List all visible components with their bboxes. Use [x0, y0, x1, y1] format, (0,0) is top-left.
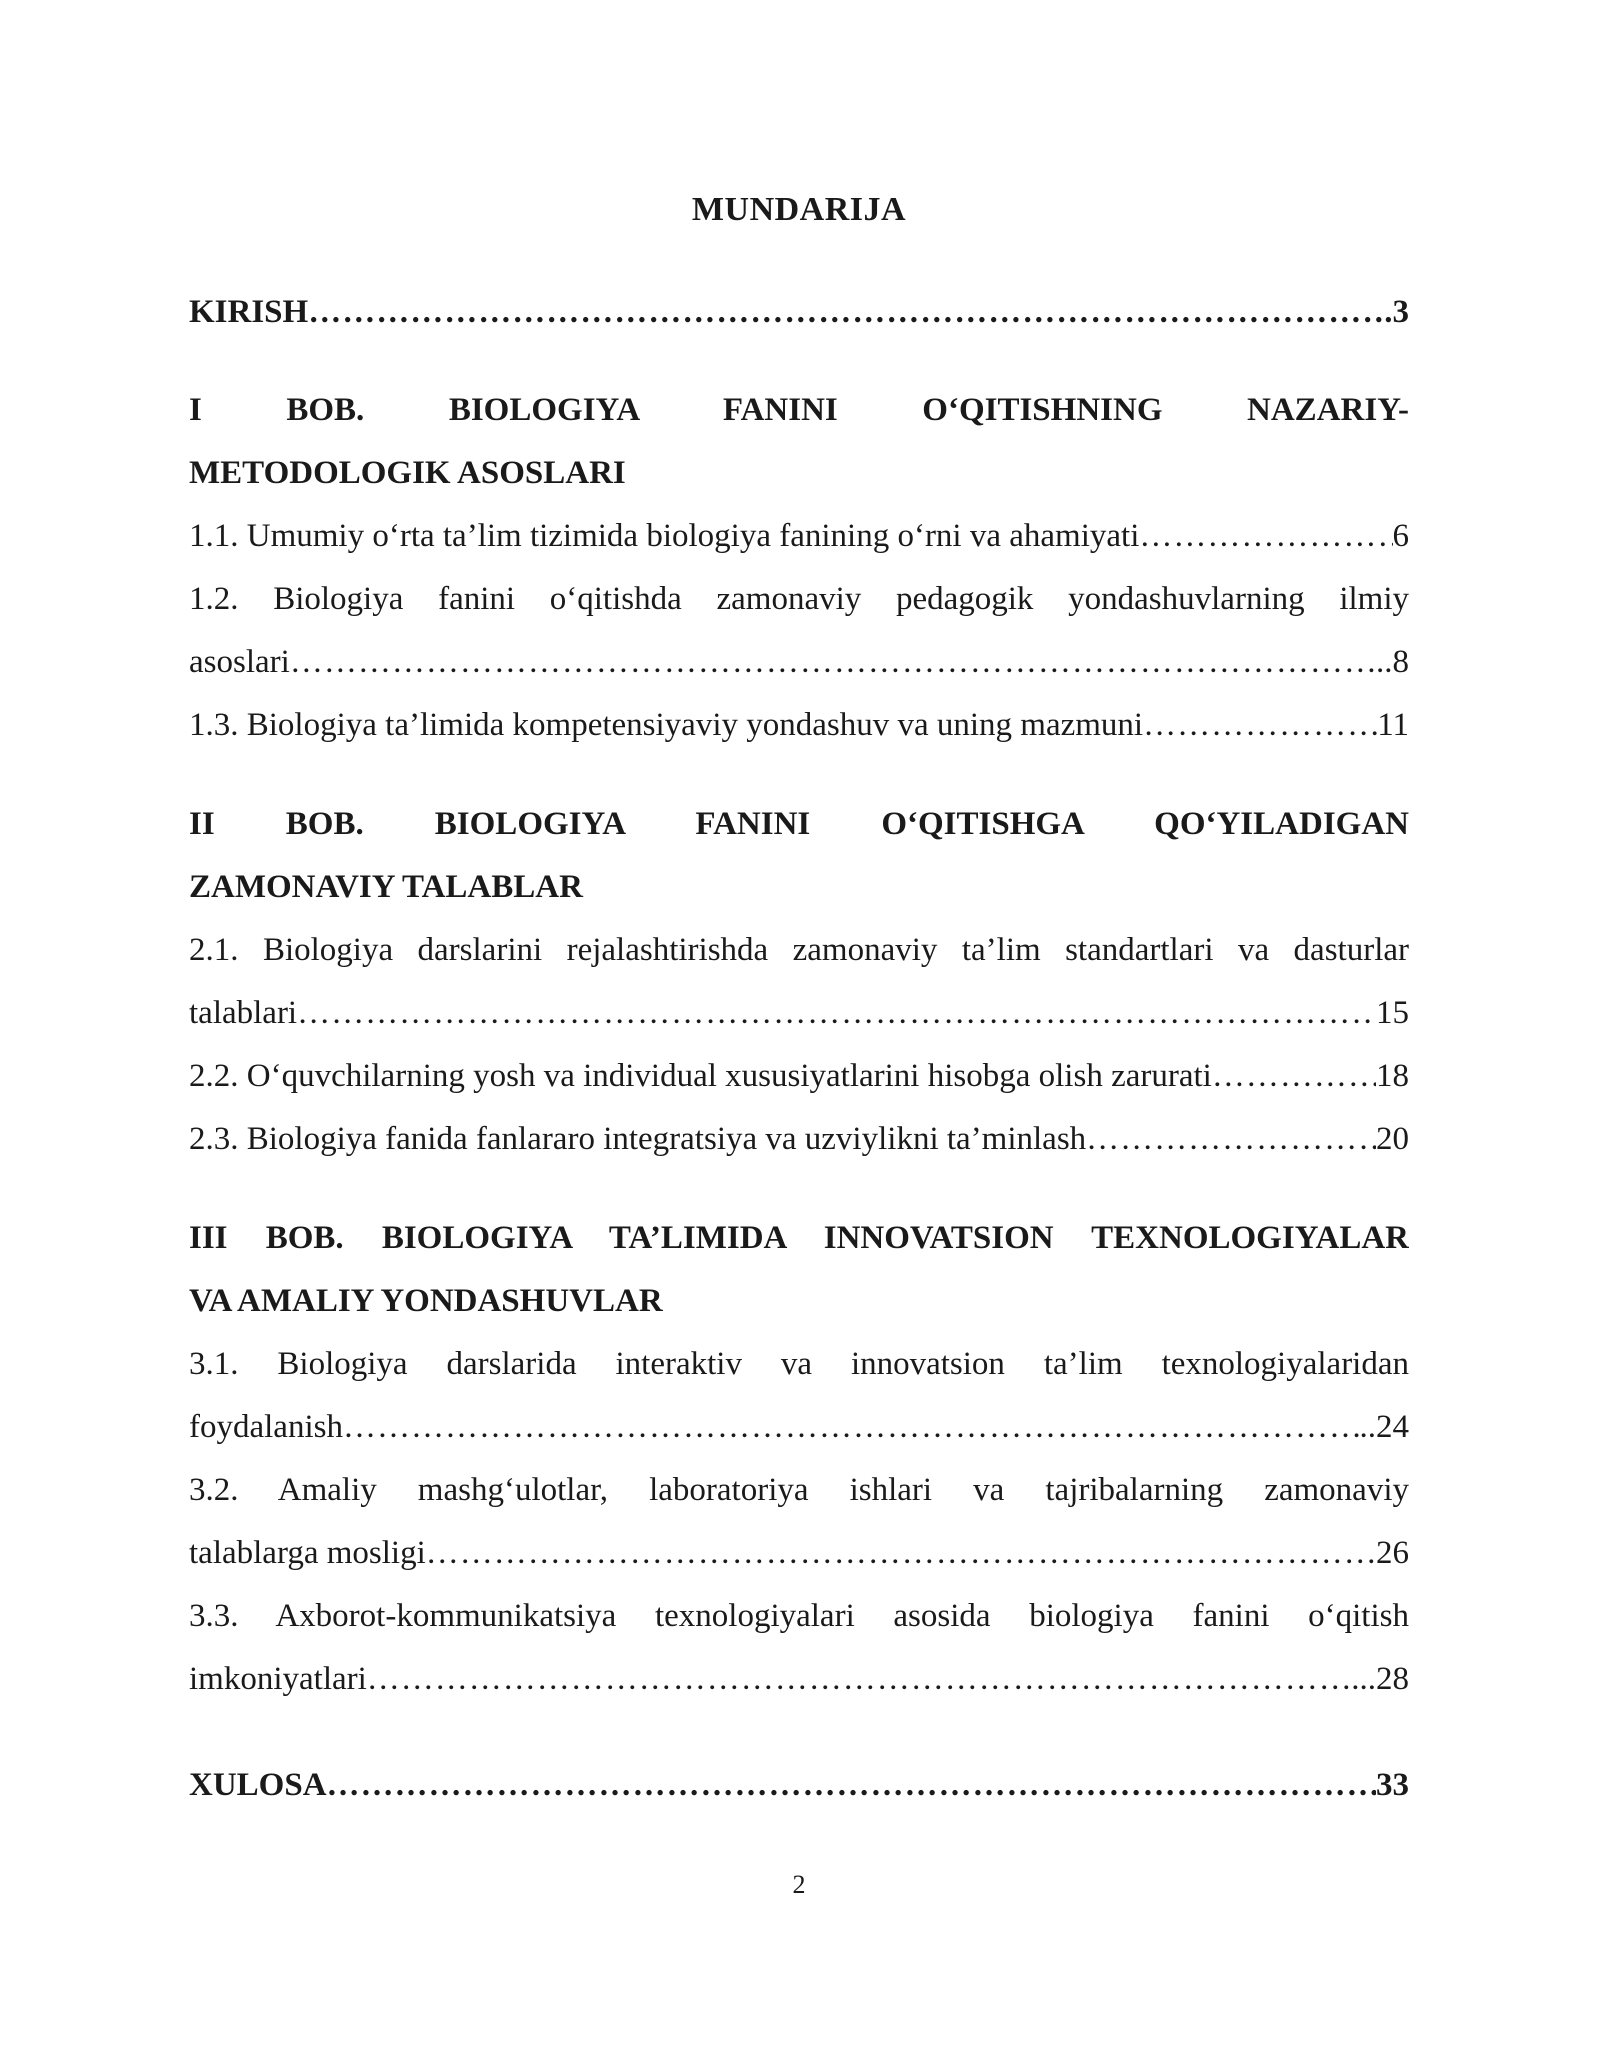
- dot-leader: [1212, 1054, 1376, 1098]
- toc-page-number: ..8: [1376, 644, 1409, 680]
- toc-page-number: 20: [1376, 1121, 1409, 1157]
- chapter-3-heading-line-2: VA AMALIY YONDASHUVLAR: [189, 1283, 663, 1319]
- dot-leader: [367, 1657, 1351, 1701]
- toc-entry-label: asoslari: [189, 644, 290, 680]
- toc-page-number: ..24: [1359, 1409, 1409, 1445]
- toc-entry-intro: [189, 290, 1409, 334]
- toc-page-number: 26: [1376, 1535, 1409, 1571]
- toc-entry-label: 1.1. Umumiy o‘rta ta’lim tizimida biologiya fanining o‘rni va ahamiyati: [189, 518, 1140, 554]
- toc-entry-label: XULOSA: [189, 1767, 327, 1803]
- chapter-2-heading-line-2: ZAMONAVIY TALABLAR: [189, 869, 583, 905]
- toc-page-number: 15: [1376, 995, 1409, 1031]
- toc-entry-1-3: [189, 703, 1409, 747]
- toc-entry-label: 1.3. Biologiya ta’limida kompetensiyaviy yondashuv va uning mazmuni: [189, 707, 1144, 743]
- chapter-2-heading-line-1: II BOB. BIOLOGIYA FANINI O‘QITISHGA QO‘YILADIGAN: [189, 806, 1409, 842]
- chapter-1-heading-line-2: METODOLOGIK ASOSLARI: [189, 455, 626, 491]
- dot-leader: [1143, 703, 1377, 747]
- toc-entry-label: talablarga mosligi: [189, 1535, 426, 1571]
- toc-entry-3-3-line-1: 3.3. Axborot-kommunikatsiya texnologiyalari asosida biologiya fanini o‘qitish: [189, 1598, 1409, 1634]
- chapter-3-heading-line-1: III BOB. BIOLOGIYA TA’LIMIDA INNOVATSION TEXNOLOGIYALAR: [189, 1220, 1409, 1256]
- dot-leader: [426, 1531, 1376, 1575]
- toc-entry-label: 2.3. Biologiya fanida fanlararo integratsiya va uzviylikni ta’minlash: [189, 1121, 1087, 1157]
- toc-entry-3-1: [189, 1405, 1409, 1449]
- page-footer-number: 2: [792, 1870, 806, 1899]
- toc-page-number: .3: [1384, 294, 1409, 330]
- document-page: [189, 0, 1409, 2070]
- toc-entry-3-3: [189, 1657, 1409, 1701]
- toc-entry-1-2-line-1: 1.2. Biologiya fanini o‘qitishda zamonaviy pedagogik yondashuvlarning ilmiy: [189, 581, 1409, 617]
- toc-entry-1-2: [189, 640, 1409, 684]
- toc-entry-2-2: [189, 1054, 1409, 1098]
- dot-leader: [1086, 1117, 1376, 1161]
- toc-entry-label: 2.2. O‘quvchilarning yosh va individual xususiyatlarini hisobga olish zarurati: [189, 1058, 1212, 1094]
- toc-entry-3-2: [189, 1531, 1409, 1575]
- toc-entry-3-2-line-1: 3.2. Amaliy mashg‘ulotlar, laboratoriya ishlari va tajribalarning zamonaviy: [189, 1472, 1409, 1508]
- dot-leader: [327, 1763, 1376, 1807]
- toc-entry-1-1: [189, 514, 1409, 558]
- dot-leader: [1139, 514, 1392, 558]
- toc-page-number: 18: [1376, 1058, 1409, 1094]
- toc-entry-2-1-line-1: 2.1. Biologiya darslarini rejalashtirishda zamonaviy ta’lim standartlari va dasturlar: [189, 932, 1409, 968]
- dot-leader: [297, 991, 1376, 1035]
- toc-entry-2-3: [189, 1117, 1409, 1161]
- toc-page-number: 11: [1377, 707, 1409, 743]
- toc-entry-3-1-line-1: 3.1. Biologiya darslarida interaktiv va innovatsion ta’lim texnologiyalaridan: [189, 1346, 1409, 1382]
- toc-page-number: 33: [1376, 1767, 1409, 1803]
- toc-page-number: 6: [1392, 518, 1409, 554]
- toc-entry-2-1: [189, 991, 1409, 1035]
- chapter-1-heading-line-1: I BOB. BIOLOGIYA FANINI O‘QITISHNING NAZARIY-: [189, 392, 1409, 428]
- toc-page-number: ...28: [1351, 1661, 1409, 1697]
- toc-entry-label: foydalanish: [189, 1409, 343, 1445]
- toc-entry-label: KIRISH: [189, 294, 309, 330]
- toc-entry-label: imkoniyatlari: [189, 1661, 367, 1697]
- toc-entry-conclusion: [189, 1763, 1409, 1807]
- dot-leader: [308, 290, 1384, 334]
- toc-title: MUNDARIJA: [691, 191, 907, 228]
- dot-leader: [343, 1405, 1360, 1449]
- toc-entry-label: talablari: [189, 995, 298, 1031]
- dot-leader: [290, 640, 1376, 684]
